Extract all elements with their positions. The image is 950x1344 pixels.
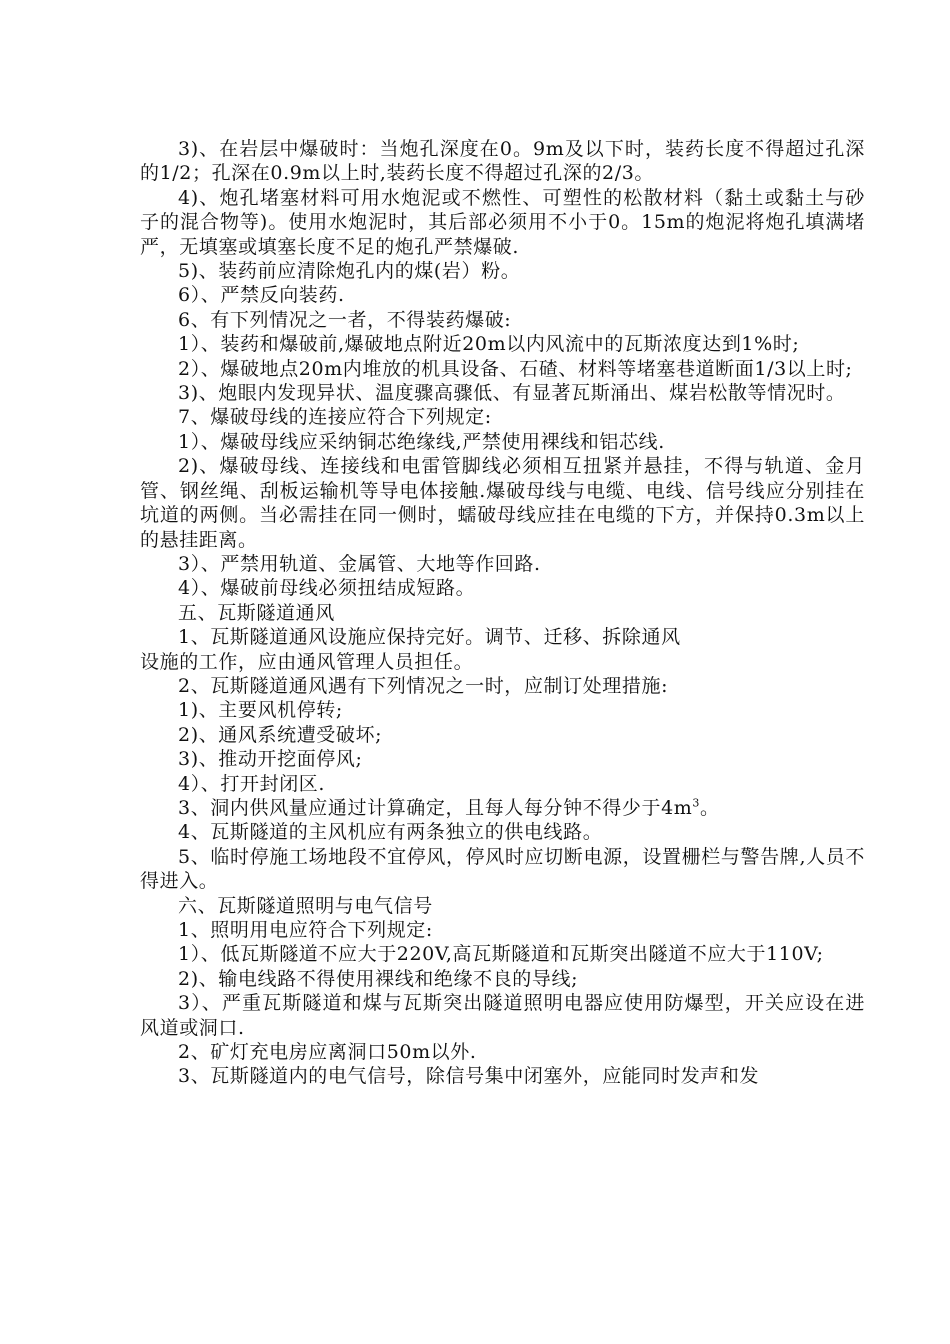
section-heading: 六、瓦斯隧道照明与电气信号 (178, 894, 433, 917)
superscript-3: 3 (692, 796, 701, 810)
paragraph: 7、爆破母线的连接应符合下列规定: (178, 406, 492, 429)
paragraph-air-volume (140, 796, 865, 820)
paragraph: 4）、爆破前母线必须扭结成短路。 (178, 577, 476, 600)
paragraph: 5、临时停施工场地段不宜停风，停风时应切断电源，设置栅栏与警告牌,人员不得进入。 (140, 845, 865, 893)
paragraph: 4、瓦斯隧道的主风机应有两条独立的供电线路。 (178, 821, 603, 844)
document-body (140, 137, 865, 1089)
paragraph: 3、瓦斯隧道内的电气信号，除信号集中闭塞外，应能同时发声和发 (178, 1065, 760, 1088)
paragraph: 3）、严重瓦斯隧道和煤与瓦斯突出隧道照明电器应使用防爆型，开关应设在进风道或洞口. (140, 992, 865, 1039)
paragraph: 4)、炮孔堵塞材料可用水炮泥或不燃性、可塑性的松散材料（黏土或黏土与砂子的混合物等)。使用水炮泥时，其后部必须用不小于0。15m的炮泥将炮孔填满堵严，无填塞或填塞长度不足的炮孔严禁爆破. (140, 186, 865, 258)
paragraph: 3)、在岩层中爆破时：当炮孔深度在0。9m及以下时，装药长度不得超过孔深的1/2；孔深在0.9m以上时,装药长度不得超过孔深的2/3。 (140, 138, 865, 185)
paragraph: 1)、主要风机停转; (178, 699, 343, 722)
paragraph: 1、瓦斯隧道通风设施应保持完好。调节、迁移、拆除通风 (178, 626, 681, 649)
paragraph: 1、照明用电应符合下列规定: (178, 919, 433, 941)
paragraph: 2、瓦斯隧道通风遇有下列情况之一时，应制订处理措施: (178, 674, 669, 697)
paragraph: 3）、严禁用轨道、金属管、大地等作回路. (178, 552, 541, 575)
paragraph: 6）、严禁反向装药. (178, 284, 345, 307)
paragraph: 3)、推动开挖面停风; (178, 748, 363, 771)
paragraph: 3)、炮眼内发现异状、温度骤高骤低、有显著瓦斯涌出、煤岩松散等情况时。 (178, 382, 846, 405)
paragraph: 2）、爆破地点20m内堆放的机具设备、石碴、材料等堵塞巷道断面1/3以上时; (178, 357, 853, 380)
paragraph: 2、矿灯充电房应离洞口50m以外. (178, 1041, 477, 1064)
paragraph: 1）、装药和爆破前,爆破地点附近20m以内风流中的瓦斯浓度达到1%时; (178, 333, 800, 356)
paragraph: 4）、打开封闭区. (178, 772, 326, 795)
air-volume-text: 3、洞内供风量应通过计算确定，且每人每分钟不得少于4m (178, 796, 693, 819)
paragraph: 2)、通风系统遭受破坏; (178, 723, 383, 746)
paragraph: 6、有下列情况之一者，不得装药爆破: (178, 308, 512, 331)
paragraph: 5)、装药前应清除炮孔内的煤(岩）粉。 (178, 260, 521, 283)
paragraph: 1）、低瓦斯隧道不应大于220V,高瓦斯隧道和瓦斯突出隧道不应大于110V; (178, 943, 824, 966)
paragraph-continuation: 设施的工作，应由通风管理人员担任。 (140, 650, 474, 673)
air-volume-end: 。 (700, 796, 720, 819)
section-heading: 五、瓦斯隧道通风 (178, 601, 335, 624)
paragraph: 1）、爆破母线应采纳铜芯绝缘线,严禁使用裸线和铝芯线. (178, 430, 665, 453)
paragraph: 2)、爆破母线、连接线和电雷管脚线必须相互扭紧并悬挂，不得与轨道、金月管、钢丝绳、刮板运输机等导电体接触.爆破母线与电缆、电线、信号线应分别挂在坑道的两侧。当必需挂在同一侧时，蠕破母线应挂在电缆的下方，并保持0.3m以上的悬挂距离。 (140, 455, 865, 551)
paragraph: 2)、输电线路不得使用裸线和绝缘不良的导线; (178, 967, 579, 990)
